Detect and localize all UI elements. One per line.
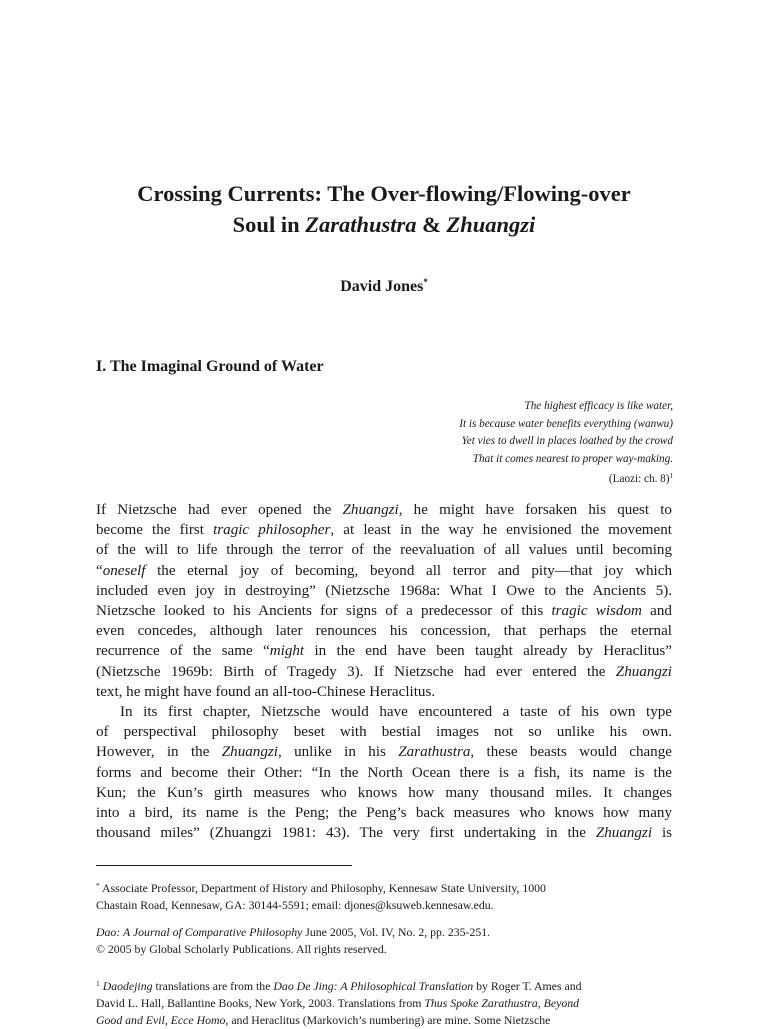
text-line: Nietzsche looked to his Ancients for signs of a predecessor of this tragic wisdom and [96,603,672,620]
epigraph-line: Yet vies to dwell in places loathed by the crowd [461,435,673,447]
footnote-line [96,975,672,995]
text-line: into a bird, its name is the Peng; the Peng’s back measures who knows how many [96,805,672,822]
journal-issue: June 2005, Vol. IV, No. 2, pp. 235-251. [302,925,491,939]
footnote-1 [96,975,672,1029]
text-line: If Nietzsche had ever opened the Zhuangzi, he might have forsaken his quest to [96,502,672,518]
text-line: recurrence of the same “might in the end have been taught already by Heraclitus” [96,643,672,660]
footnote-line: Good and Evil, Ecce Homo, and Heraclitus (Markovich’s numbering) are mine. Some Nietzsche [96,1013,551,1027]
text-line: “oneself the eternal joy of becoming, beyond all terror and pity—that joy which [96,562,672,579]
footnote-journal [96,924,672,958]
title-text: Soul in [232,212,306,237]
footnote-line: Chastain Road, Kennesaw, GA: 30144-5591; email: djones@ksuweb.kennesaw.edu. [96,898,494,912]
epigraph-citation [373,468,673,489]
journal-citation [96,924,672,941]
epigraph-line: It is because water benefits everything (wanwu) [459,417,673,430]
author-footnote-mark: * [423,277,428,287]
epigraph-line: The highest efficacy is like water, [524,400,673,412]
footnote-affiliation [96,877,672,914]
text-line: of the will to life through the terror of the reevaluation of all values until becoming [96,542,672,559]
text-line: forms and become their Other: “In the North Ocean there is a fish, its name is the [96,764,672,781]
text-line: of perspectival philosophy beset with bestial images not so unlike his own. [96,724,672,741]
footnote-text: Associate Professor, Department of History and Philosophy, Kennesaw State University, 1000 [99,881,546,895]
footnote-mark: * [96,881,100,890]
footnote-mark: 1 [96,979,100,988]
footnote-text: Daodejing translations are from the Dao De Jing: A Philosophical Translation by Roger T. Ames and [102,979,582,993]
title-ampersand: & [416,212,447,237]
text-line: However, in the Zhuangzi, unlike in his Zarathustra, these beasts would change [96,744,672,761]
journal-name: Dao: A Journal of Comparative Philosophy [96,925,303,939]
title-zhuangzi: Zhuangzi [446,212,536,237]
footnote-rule [96,865,352,866]
footnote-line [96,877,672,897]
title-line-1: Crossing Currents: The Over-flowing/Flowing-over [137,181,631,206]
section-heading: I. The Imaginal Ground of Water [96,358,324,375]
text-line: Kun; the Kun’s girth measures who knows how many thousand miles. It changes [96,784,672,801]
paragraph-2 [96,702,672,843]
epigraph-line: That it comes nearest to proper way-making. [472,452,673,465]
text-line: text, he might have found an all-too-Chinese Heraclitus. [96,683,436,700]
body-text [96,500,672,843]
text-line: included even joy in destroying” (Nietzsche 1968a: What I Owe to the Ancients 5). [96,582,672,599]
text-line: even concedes, although later renounces his concession, that perhaps the eternal [96,623,672,640]
article-title [96,178,672,240]
text-line: (Nietzsche 1969b: Birth of Tragedy 3). If Nietzsche had ever entered the Zhuangzi [96,663,672,680]
text-line: become the first tragic philosopher, at least in the way he envisioned the movement [96,522,672,539]
epigraph-citation-text: (Laozi: ch. 8) [608,473,670,485]
footnote-line: David L. Hall, Ballantine Books, New York, 2003. Translations from Thus Spoke Zarathustra, Beyond [96,996,580,1010]
text-line: thousand miles” (Zhuangzi 1981: 43). The very first undertaking in the Zhuangzi is [96,825,673,842]
paragraph-1 [96,500,672,702]
epigraph [373,398,673,489]
epigraph-footnote-mark: 1 [669,472,673,480]
author-name: David Jones [340,278,424,295]
title-line-2 [96,209,672,240]
author-byline [96,277,672,296]
copyright-line: © 2005 by Global Scholarly Publications. All rights reserved. [96,942,387,956]
text-line: In its first chapter, Nietzsche would have encountered a taste of his own type [120,704,672,721]
title-zarathustra: Zarathustra [305,212,417,237]
